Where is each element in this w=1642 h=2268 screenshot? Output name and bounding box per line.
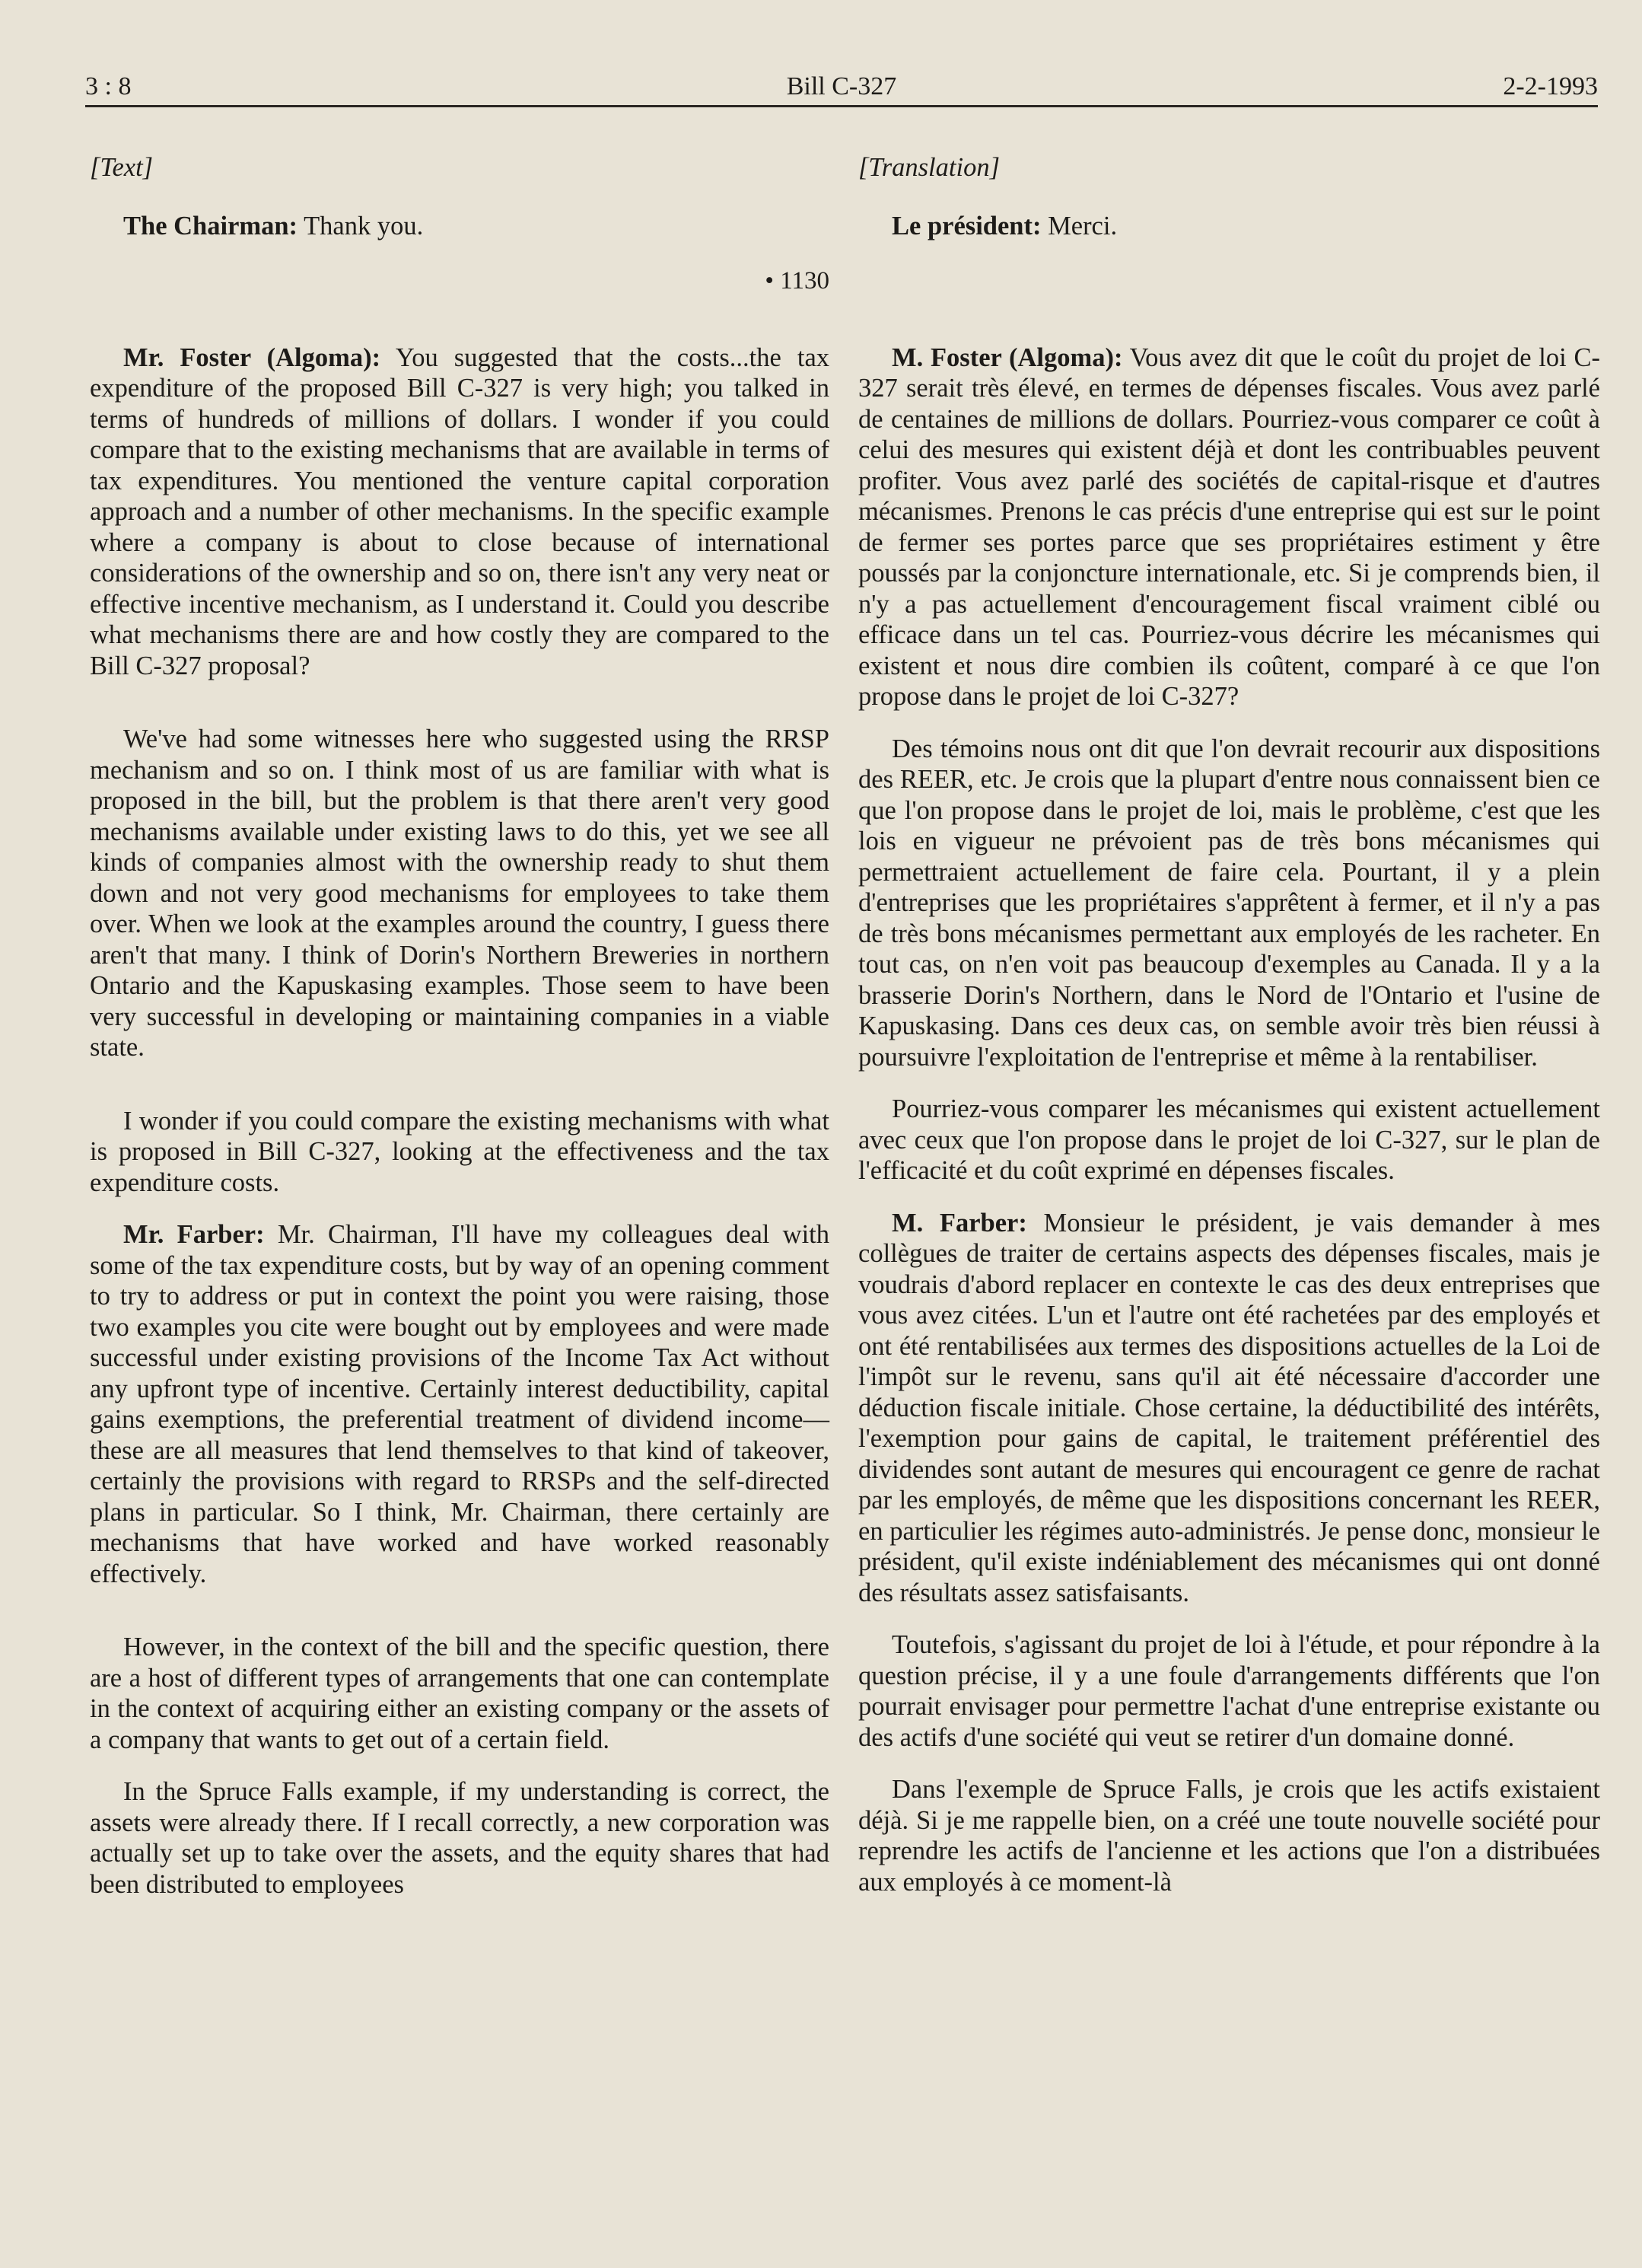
english-p1-text: You suggested that the costs...the tax expenditure of the proposed Bill C-327 is very high; you talked in terms of hundreds of millions of dollars. I wonder if you could compare that to the existing mechanisms that are available in terms of tax expenditures. You mentioned the venture capital corporation approach and a number of other mechanisms. In the specific example where a company is about to close because of international considerations of the ownership and so on, there isn't any very neat or effective incentive mechanism, as I understand it. Could you describe what mechanisms there are and how costly they are compared to the Bill C-327 proposal? [90,342,830,680]
french-column [858,152,1600,1897]
english-paragraph-3: I wonder if you could compare the existing mechanisms with what is proposed in Bill C-327, looking at the effectiveness and the tax expenditure costs. [90,1106,829,1197]
english-section-label: [Text] [90,153,154,182]
french-paragraph-5: Toutefois, s'agissant du projet de loi à l'étude, et pour répondre à la question précise, il y a une foule d'arrangements différents que l'on pourrait envisager pour permettre l'achat d'une entreprise existante ou des actifs d'une société qui veut se retirer d'un domaine donné. [858,1630,1600,1752]
time-marker: • 1130 [765,267,829,295]
french-section-label: [Translation] [858,153,1000,182]
english-paragraph-4 [90,1219,829,1589]
french-paragraph-1 [858,342,1600,712]
french-p1-speaker: M. Foster (Algoma): [892,342,1123,372]
page-header [85,67,1598,107]
english-p4-speaker: Mr. Farber: [123,1220,265,1249]
french-paragraph-3: Pourriez-vous comparer les mécanismes qui existent actuellement avec ceux que l'on propose dans le projet de loi C-327, sur le plan de l'efficacité et du coût exprimé en dépenses fiscales. [858,1094,1600,1185]
french-chair-line [858,211,1600,242]
french-paragraph-6: Dans l'exemple de Spruce Falls, je crois que les actifs existaient déjà. Si je me rappelle bien, on a créé une toute nouvelle société pour reprendre les actifs de l'ancienne et les actions que l'on a distribuées aux employés à ce moment-là [858,1775,1600,1897]
header-rule [85,105,1598,107]
french-chair-speaker: Le président: [892,211,1042,240]
english-chair-text: Thank you. [298,211,424,240]
english-p1-speaker: Mr. Foster (Algoma): [123,342,381,372]
english-paragraph-6: In the Spruce Falls example, if my understanding is correct, the assets were already there. If I recall correctly, a new corporation was actually set up to take over the assets, and the equity shares that had been distributed to employees [90,1777,829,1899]
page-number: 3 : 8 [85,72,132,100]
english-p4-text: Mr. Chairman, I'll have my colleagues deal with some of the tax expenditure costs, but by way of an opening comment to try to address or put in context the point you were raising, those two examples you cite were bought out by employees and were made successful under existing provisions of the Income Tax Act without any upfront type of incentive. Certainly interest deductibility, capital gains exemptions, the preferential treatment of dividend income—these are all measures that lend themselves to that kind of takeover, certainly the provisions with regard to RRSPs and the self-directed plans in particular. So I think, Mr. Chairman, there certainly are mechanisms that have worked and have worked reasonably effectively. [90,1220,829,1588]
english-paragraph-2: We've had some witnesses here who suggested using the RRSP mechanism and so on. I think most of us are familiar with what is proposed in the bill, but the problem is that there aren't very good mechanisms available under existing laws to do this, yet we see all kinds of companies almost with the ownership ready to shut them down and not very good mechanisms for employees to take them over. When we look at the examples around the country, I guess there aren't that many. I think of Dorin's Northern Breweries in northern Ontario and the Kapuskasing examples. Those seem to have been very successful in developing or maintaining companies in a viable state. [90,725,829,1062]
french-paragraph-4 [858,1208,1600,1609]
page-date: 2-2-1993 [1503,72,1598,100]
french-p1-text: Vous avez dit que le coût du projet de loi C-327 serait très élevé, en termes de dépenses fiscales. Vous avez parlé de centaines de millions de dollars. Pourriez-vous comparer ce coût à celui des mesures qui existent déjà et dont les contribuables peuvent profiter. Vous avez parlé des sociétés de capital-risque et d'autres mécanismes. Prenons le cas précis d'une entreprise qui est sur le point de fermer ses portes parce que ses propriétaires estiment y être poussés par la conjoncture internationale, etc. Si je comprends bien, il n'y a pas actuellement d'encouragement fiscal vraiment ciblé ou efficace dans un tel cas. Pourriez-vous décrire les mécanismes qui existent et nous dire combien ils coûtent, comparé à ce que l'on propose dans le projet de loi C-327? [858,342,1600,711]
english-paragraph-5: However, in the context of the bill and the specific question, there are a host of different types of arrangements that one can contemplate in the context of acquiring either an existing company or the assets of a company that wants to get out of a certain field. [90,1633,829,1754]
english-chair-line [90,211,829,242]
english-chair-speaker: The Chairman: [123,211,298,240]
french-p4-text: Monsieur le président, je vais demander à mes collègues de traiter de certains aspects des dépenses fiscales, mais je voudrais d'abord replacer en contexte le cas des deux entreprises que vous avez citées. L'un et l'autre ont été rachetées par des employés et ont été rentabilisées aux termes des dispositions actuelles de la Loi de l'impôt sur le revenu, sans qu'il ait été nécessaire d'accorder une déduction fiscale initiale. Chose certaine, la déductibilité des intérêts, l'exemption pour gains de capital, le traitement préférentiel des dividendes sont autant de mesures qui encouragent ce genre de rachat par les employés, de même que les dispositions concernant les REER, en particulier les régimes auto-administrés. Je pense donc, monsieur le président, qu'il existe indéniablement des mécanismes qui ont donné des résultats assez satisfaisants. [858,1208,1600,1607]
french-paragraph-2: Des témoins nous ont dit que l'on devrait recourir aux dispositions des REER, etc. Je crois que la plupart d'entre nous connaissent bien ce que l'on propose dans le projet de loi, mais le problème, c'est que les lois en vigueur ne prévoient pas de très bons mécanismes qui permettraient actuellement de faire cela. Pourtant, il y a plein d'entreprises que les propriétaires s'apprêtent à fermer, et il n'y a pas de très bons mécanismes permettant aux employés de les racheter. En tout cas, on n'en voit pas beaucoup d'exemples au Canada. Il y a la brasserie Dorin's Northern, dans le Nord de l'Ontario et l'usine de Kapuskasing. Dans ces deux cas, on semble avoir très bien réussi à poursuivre l'exploitation de l'entreprise et même à la rentabiliser. [858,734,1600,1072]
french-chair-text: Merci. [1041,211,1118,240]
bill-title: Bill C-327 [786,72,897,100]
english-paragraph-1 [90,342,829,682]
english-column [90,152,829,1900]
french-p4-speaker: M. Farber: [892,1208,1027,1238]
